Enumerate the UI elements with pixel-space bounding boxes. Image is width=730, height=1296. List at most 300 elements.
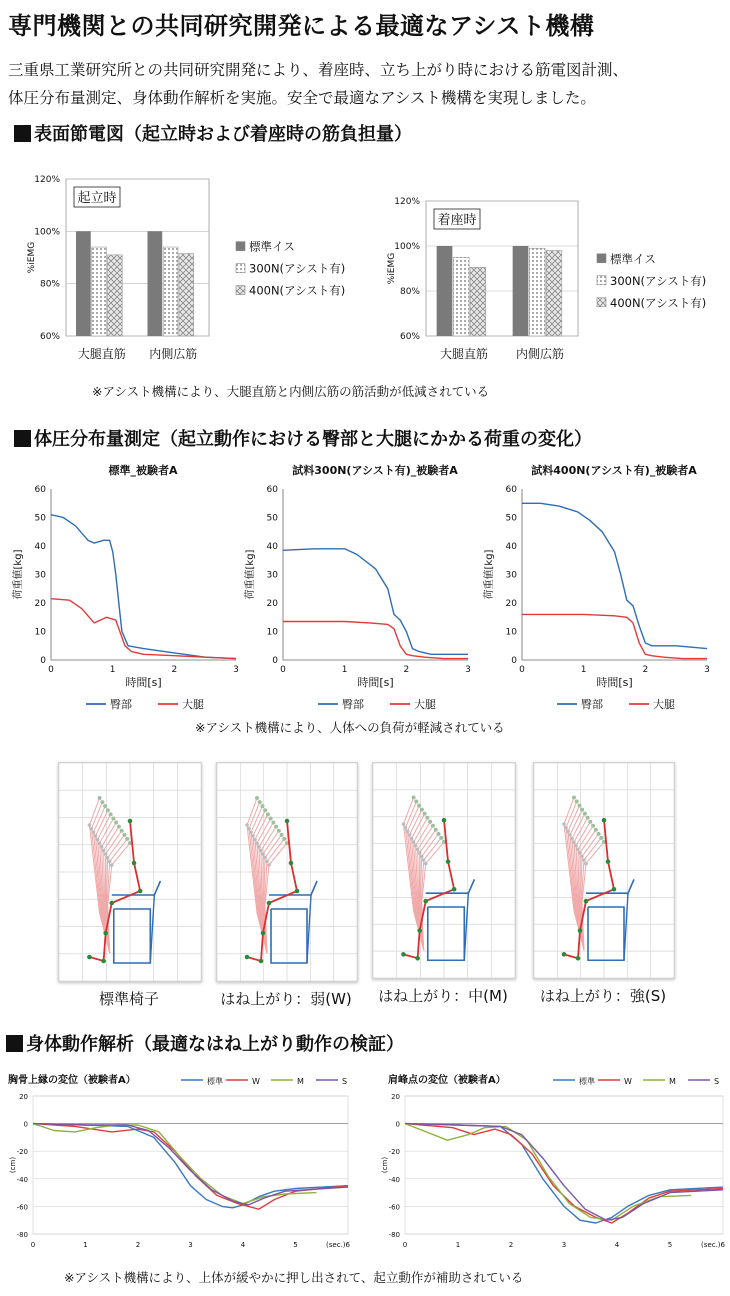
x-tick-label: 大腿直筋 [439,347,489,361]
stick-figure-caption: はね上がり：強(S) [539,987,667,1005]
joint-marker [442,818,447,823]
joint-marker [562,952,567,957]
x-tick-label: 1 [580,665,587,675]
chair-frame [588,907,624,960]
trail-marker [88,823,92,827]
trail-marker [575,800,579,804]
trail-marker [566,830,570,834]
y-tick-label: 20 [391,1093,400,1101]
bar [453,257,469,336]
bar [107,255,122,336]
x-tick-label: 0 [30,1241,36,1249]
trail-marker [120,829,124,833]
y-tick-label: 50 [266,513,278,524]
series-line-大腿 [51,599,236,659]
stick-figure-panel [372,762,516,979]
legend-label: 標準イス [249,239,295,254]
x-tick-label: 3 [561,1241,567,1249]
bar [179,254,194,336]
stick-figure-caption: はね上がり：弱(W) [220,990,352,1008]
joint-marker [261,931,266,936]
trail-marker [414,800,418,804]
y-tick-label: 0 [511,656,517,666]
legend-label: W [252,1077,260,1086]
pressure-note: ※アシスト機構により、人体への負荷が軽減されている [195,720,505,735]
legend-label: 大腿 [653,698,675,711]
x-tick-label: 4 [614,1241,620,1249]
trail-marker [251,834,255,838]
trail-marker [412,840,416,844]
bar [437,246,453,336]
legend-label: M [669,1077,676,1086]
trail-marker [425,816,429,820]
y-axis-label: 荷重値[kg] [13,549,24,600]
trail-marker [108,860,112,864]
bar [76,231,91,336]
x-tick-label: 1 [109,665,116,675]
motion-charts [0,1066,730,1262]
y-tick-label: 60 [34,485,46,495]
x-tick-label: 内側広筋 [149,347,198,361]
bar [470,267,486,336]
y-tick-label: 20 [266,599,278,609]
trail-marker [431,824,435,828]
trail-marker [103,804,107,808]
stick-figure-drawing [534,763,674,978]
trail-marker [267,863,271,867]
chart-title: 肩峰点の変位（被験者A） [388,1075,506,1086]
emg-note: ※アシスト機構により、大腿直筋と内側広筋の筋活動が低減されている [92,384,490,399]
stick-figure-drawing [59,763,201,981]
trail-marker [420,855,424,859]
legend-label: 臀部 [342,698,364,711]
x-tick-label: 3 [233,665,239,675]
trail-marker [420,808,424,812]
y-tick-label: 60% [399,332,420,342]
y-tick-label: -80 [388,1231,400,1239]
trail-marker [564,826,568,830]
trail-marker [277,829,281,833]
trail-marker [245,823,249,827]
pressure-charts [0,462,730,712]
motion-trail [264,839,284,953]
joint-marker [446,859,451,864]
x-tick-label: 2 [642,665,649,675]
chair-frame [271,909,307,963]
plot-frame [33,1096,348,1234]
x-axis-label: (sec.)6 [701,1241,725,1249]
legend-label: 大腿 [182,698,204,711]
trail-marker [98,796,102,800]
legend-label: 臀部 [110,698,132,711]
trail-marker [586,816,590,820]
trail-marker [599,836,603,840]
bar [546,251,562,337]
trail-marker [266,812,270,816]
trail-marker [428,820,432,824]
y-tick-label: -60 [388,1203,400,1212]
motion-trail [421,838,441,951]
joint-marker [423,899,428,904]
y-tick-label: 40 [266,542,278,552]
trail-marker [591,824,595,828]
legend-label: 400N(アシスト有) [610,295,707,310]
trail-marker [106,808,110,812]
joint-marker [401,952,406,957]
joint-marker [578,928,583,933]
x-tick-label: 2 [403,665,410,675]
trail-marker [408,833,412,837]
intro-line-1: 三重県工業研究所との共同研究開発により、着座時、立ち上がり時における筋電図計測、 [8,61,629,79]
chart-title: 試料400N(アシスト有)_被験者A [531,464,697,477]
trail-marker [125,837,129,841]
bar-chart-emg-sitting [387,197,706,361]
trail-marker [578,851,582,855]
x-tick-label: 2 [508,1241,514,1249]
legend-label: 標準 [207,1077,223,1086]
section-heading-emg: 表面節電図（起立時および着座時の筋負担量） [14,120,412,146]
x-tick-label: 1 [83,1241,88,1249]
chair-frame [114,909,151,963]
trail-marker [253,838,257,842]
y-axis-label: %iEMG [27,241,37,274]
intro-line-2: 体圧分布量測定、身体動作解析を実施。安全で最適なアシスト機構を実現しました。 [8,89,596,107]
trail-marker [255,841,259,845]
x-axis-label: 時間[s] [596,676,633,689]
chart-title: 試料300N(アシスト有)_被験者A [292,464,458,477]
trail-marker [584,862,588,866]
motion-trail [581,838,601,951]
stick-figure-panel [216,762,358,982]
trail-marker [258,800,262,804]
x-tick-label: 3 [188,1241,193,1249]
chair-frame [428,907,465,960]
joint-marker [584,899,589,904]
page-title: 専門機関との共同研究開発による最適なアシスト機構 [8,12,595,40]
y-tick-label: -20 [16,1148,28,1157]
x-tick-label: 4 [240,1241,246,1249]
trail-marker [98,841,102,845]
legend-label: 大腿 [414,698,436,711]
y-tick-label: -60 [16,1203,28,1212]
series-line-大腿 [283,622,468,659]
trail-marker [269,816,273,820]
joint-marker [606,859,611,864]
trail-marker [416,847,420,851]
y-tick-label: 100% [394,242,420,252]
stick-figure-panel [533,762,675,979]
legend-label: 300N(アシスト有) [610,273,707,288]
joint-marker [267,901,272,906]
x-tick-label: 3 [465,665,471,675]
series-line-M [405,1124,691,1221]
joint-marker [415,956,420,961]
trail-marker [260,804,264,808]
y-tick-label: 50 [34,513,46,524]
y-axis-label: 荷重値[kg] [484,549,495,600]
y-tick-label: 60% [39,332,60,342]
line-chart-motion-chest [9,1093,351,1249]
trail-marker [109,812,113,816]
joint-marker [138,889,143,894]
joint-marker [103,931,108,936]
joint-marker [285,819,290,824]
emg-charts [0,168,730,373]
trail-marker [255,796,259,800]
trail-marker [404,826,408,830]
series-line-臀部 [51,515,236,659]
trail-marker [249,830,253,834]
y-tick-label: 20 [505,599,517,609]
x-tick-label: 0 [519,665,525,675]
trail-marker [588,820,592,824]
joint-marker [576,956,581,961]
y-tick-label: 40 [34,542,46,552]
stick-figure-caption: はね上がり：中(M) [378,987,508,1005]
series-line-標準 [33,1124,348,1208]
y-tick-label: 20 [34,599,46,609]
trail-marker [282,837,286,841]
stick-figure-caption: 標準椅子 [98,990,159,1008]
legend-swatch [597,276,606,285]
trail-marker [280,833,284,837]
plot-frame [405,1096,723,1234]
trail-marker [110,863,114,867]
trail-marker [104,852,108,856]
trail-marker [424,862,428,866]
y-axis-label: 荷重値[kg] [245,549,256,600]
trail-marker [574,844,578,848]
stick-figure-panel [58,762,202,982]
chart-title: 標準_被験者A [108,464,178,477]
motion-trail [107,839,127,953]
joint-marker [417,928,422,933]
bar [92,247,107,336]
trail-marker [577,804,581,808]
y-tick-label: 10 [505,627,517,638]
legend-swatch [597,298,606,307]
trail-marker [90,827,94,831]
bar [529,248,545,336]
trail-marker [423,812,427,816]
trail-marker [402,822,406,826]
x-tick-label: 内側広筋 [515,347,565,361]
trail-marker [261,852,265,856]
trail-marker [572,796,576,800]
legend-label: 標準イス [610,251,656,266]
y-axis-label: (cm) [9,1156,17,1174]
legend-swatch [597,254,606,263]
trail-marker [580,808,584,812]
joint-marker [452,887,457,892]
trail-marker [122,833,126,837]
x-axis-label: (sec.)6 [326,1241,350,1249]
legend-swatch [236,286,245,295]
trail-marker [257,845,261,849]
joint-marker [259,959,264,964]
trail-marker [100,845,104,849]
y-tick-label: 80% [39,279,60,290]
y-tick-label: -20 [388,1148,400,1157]
x-tick-label: 1 [341,665,348,675]
trail-marker [271,821,275,825]
trail-marker [597,832,601,836]
x-tick-label: 1 [455,1241,461,1249]
trail-marker [422,858,426,862]
legend-label: S [714,1077,720,1086]
x-tick-label: 0 [48,665,54,675]
x-tick-label: 3 [704,665,710,675]
legend-label: M [297,1077,304,1086]
line-chart-pressure-400 [482,485,710,689]
joint-marker [109,901,114,906]
trail-marker [568,833,572,837]
y-tick-label: 0 [395,1120,400,1129]
stick-figure-drawing [373,763,515,978]
x-tick-label: 大腿直筋 [77,347,126,361]
y-tick-label: 30 [266,570,278,581]
trail-marker [117,825,121,829]
trail-marker [412,796,416,800]
section-heading-pressure: 体圧分布量測定（起立動作における臀部と大腿にかかる荷重の変化） [14,425,592,451]
joint-marker [128,819,133,824]
panel-label: 起立時 [77,191,117,206]
trail-marker [594,828,598,832]
joint-marker [289,861,294,866]
y-tick-label: 100% [34,227,60,238]
trail-marker [274,825,278,829]
line-chart-motion-shoulder [381,1093,726,1249]
trail-marker [102,849,106,853]
trail-marker [100,800,104,804]
bar-chart-emg-standing [27,175,345,361]
trail-marker [410,837,414,841]
bar [513,246,529,336]
y-axis-label: %iEMG [387,252,397,285]
stick-figure-drawing [217,763,357,981]
legend-swatch [236,242,245,251]
series-line-臀部 [283,549,468,655]
x-tick-label: 2 [171,665,178,675]
trail-marker [562,822,566,826]
trail-marker [414,844,418,848]
y-tick-label: 30 [34,570,46,581]
legend-label: 400N(アシスト有) [249,283,346,298]
joint-marker [101,959,106,964]
trail-marker [434,828,438,832]
square-bullet-icon [6,1035,23,1052]
y-axis-label: (cm) [381,1156,389,1174]
trail-marker [263,856,267,860]
square-bullet-icon [14,430,31,447]
legend-swatch [236,264,245,273]
y-tick-label: 60 [266,485,278,495]
joint-marker [87,955,92,960]
trail-marker [572,840,576,844]
joint-marker [602,818,607,823]
trail-marker [94,834,98,838]
intro-text [8,56,628,112]
bar [163,247,178,336]
y-tick-label: 120% [394,197,420,207]
y-tick-label: 50 [505,513,517,524]
y-tick-label: 80% [399,287,420,297]
y-tick-label: 0 [272,656,278,666]
x-tick-label: 5 [667,1241,673,1249]
chart-title: 胸骨上縁の変位（被験者A） [8,1075,136,1086]
trail-marker [259,849,263,853]
trail-marker [417,804,421,808]
x-tick-label: 0 [402,1241,408,1249]
joint-marker [612,887,617,892]
y-tick-label: -80 [16,1231,28,1239]
line-chart-pressure-300 [243,485,471,689]
x-tick-label: 2 [135,1241,141,1249]
x-axis-label: 時間[s] [357,676,394,689]
trail-marker [106,856,110,860]
panel-label: 着座時 [437,213,477,228]
square-bullet-icon [14,125,31,142]
trail-marker [439,836,443,840]
legend-label: 300N(アシスト有) [249,261,346,276]
y-tick-label: 30 [505,570,517,581]
trail-marker [583,812,587,816]
trail-marker [570,837,574,841]
x-tick-label: 5 [293,1241,298,1249]
y-tick-label: 20 [19,1093,28,1101]
trail-marker [92,830,96,834]
x-axis-label: 時間[s] [125,676,162,689]
x-tick-label: 0 [280,665,286,675]
trail-marker [265,860,269,864]
y-tick-label: 120% [34,175,60,185]
y-tick-label: 10 [34,627,46,638]
trail-marker [418,851,422,855]
y-tick-label: 60 [505,485,517,495]
trail-marker [582,858,586,862]
joint-marker [295,889,300,894]
legend-label: S [342,1077,348,1086]
series-line-W [33,1124,348,1210]
line-chart-pressure-std [11,485,239,689]
trail-marker [406,830,410,834]
trail-marker [580,855,584,859]
legend-label: 臀部 [581,698,603,711]
trail-marker [436,832,440,836]
trail-marker [111,816,115,820]
trail-marker [576,847,580,851]
legend-label: 標準 [579,1077,595,1086]
bar [148,231,163,336]
trail-marker [96,838,100,842]
y-tick-label: 10 [266,627,278,638]
section-heading-motion: 身体動作解析（最適なはね上がり動作の検証） [6,1030,404,1056]
trail-marker [114,821,118,825]
trail-marker [263,808,267,812]
motion-note: ※アシスト機構により、上体が緩やかに押し出されて、起立動作が補助されている [64,1270,524,1285]
y-tick-label: 0 [40,656,46,666]
y-tick-label: -40 [388,1175,400,1184]
y-tick-label: -40 [16,1175,28,1184]
legend-label: W [624,1077,632,1086]
series-line-大腿 [522,614,707,658]
joint-marker [245,955,250,960]
joint-marker [132,861,137,866]
y-tick-label: 0 [23,1120,28,1129]
trail-marker [247,827,251,831]
series-line-臀部 [522,503,707,648]
y-tick-label: 40 [505,542,517,552]
